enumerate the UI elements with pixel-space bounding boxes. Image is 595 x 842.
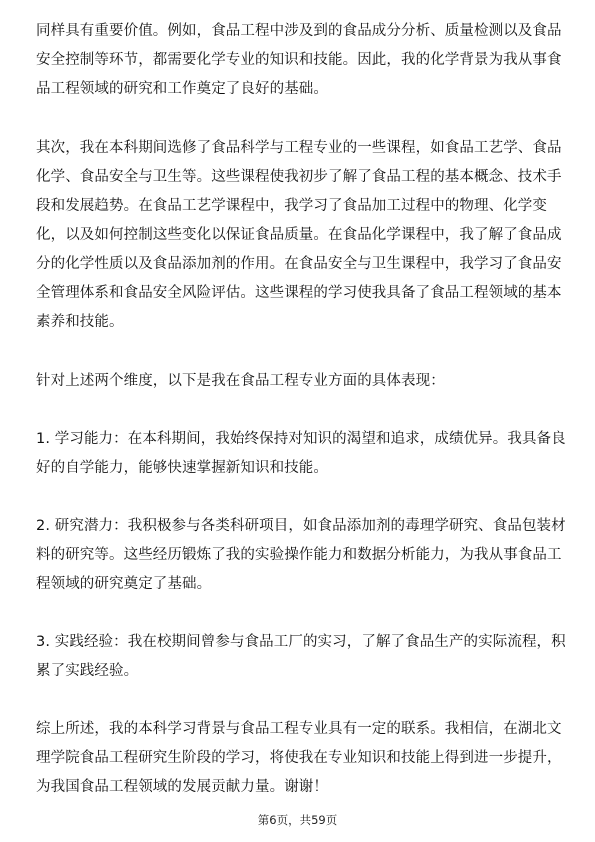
text-line: 其次，我在本科期间选修了食品科学与工程专业的一些课程，如食品工艺学、食品	[36, 140, 562, 156]
text-line: 分的化学性质以及食品添加剂的作用。在食品安全与卫生课程中，我学习了食品安	[36, 256, 562, 272]
text-line: 累了实践经验。	[36, 663, 139, 679]
text-line: 段和发展趋势。在食品工艺学课程中，我学习了食品加工过程中的物理、化学变	[36, 198, 547, 214]
text-line: 1. 学习能力：在本科期间，我始终保持对知识的渴望和追求，成绩优异。我具备良	[36, 431, 566, 447]
text-line: 好的自学能力，能够快速掌握新知识和技能。	[36, 460, 328, 476]
text-line: 料的研究等。这些经历锻炼了我的实验操作能力和数据分析能力，为我从事食品工	[36, 547, 562, 563]
text-line: 同样具有重要价值。例如，食品工程中涉及到的食品成分分析、质量检测以及食品	[36, 23, 562, 39]
list-item-research-potential	[36, 512, 566, 599]
text-line: 为我国食品工程领域的发展贡献力量。谢谢！	[36, 779, 328, 795]
text-line: 全管理体系和食品安全风险评估。这些课程的学习使我具备了食品工程领域的基本	[36, 285, 562, 301]
text-line: 化，以及如何控制这些变化以保证食品质量。在食品化学课程中，我了解了食品成	[36, 227, 562, 243]
paragraph-chemistry-background	[36, 17, 560, 104]
text-line: 品工程领域的研究和工作奠定了良好的基础。	[36, 81, 328, 97]
text-line: 2. 研究潜力：我积极参与各类科研项目，如食品添加剂的毒理学研究、食品包装材	[36, 518, 566, 534]
list-item-practical-experience	[36, 628, 566, 686]
text-line: 化学、食品安全与卫生等。这些课程使我初步了解了食品工程的基本概念、技术手	[36, 169, 562, 185]
text-line: 针对上述两个维度，以下是我在食品工程专业方面的具体表现：	[36, 373, 445, 389]
paragraph-food-courses	[36, 134, 560, 337]
text-line: 程领域的研究奠定了基础。	[36, 576, 212, 592]
list-item-learning-ability	[36, 425, 566, 483]
text-line: 素养和技能。	[36, 314, 124, 330]
text-line: 综上所述，我的本科学习背景与食品工程专业具有一定的联系。我相信，在湖北文	[36, 721, 562, 737]
text-line: 安全控制等环节，都需要化学专业的知识和技能。因此，我的化学背景为我从事食	[36, 52, 562, 68]
paragraph-conclusion	[36, 715, 560, 802]
page-number-footer: 第6页，共59页	[257, 813, 338, 827]
paragraph-intro-performance	[36, 367, 560, 396]
text-line: 理学院食品工程研究生阶段的学习，将使我在专业知识和技能上得到进一步提升，	[36, 750, 562, 766]
text-line: 3. 实践经验：我在校期间曾参与食品工厂的实习，了解了食品生产的实际流程，积	[36, 634, 566, 650]
